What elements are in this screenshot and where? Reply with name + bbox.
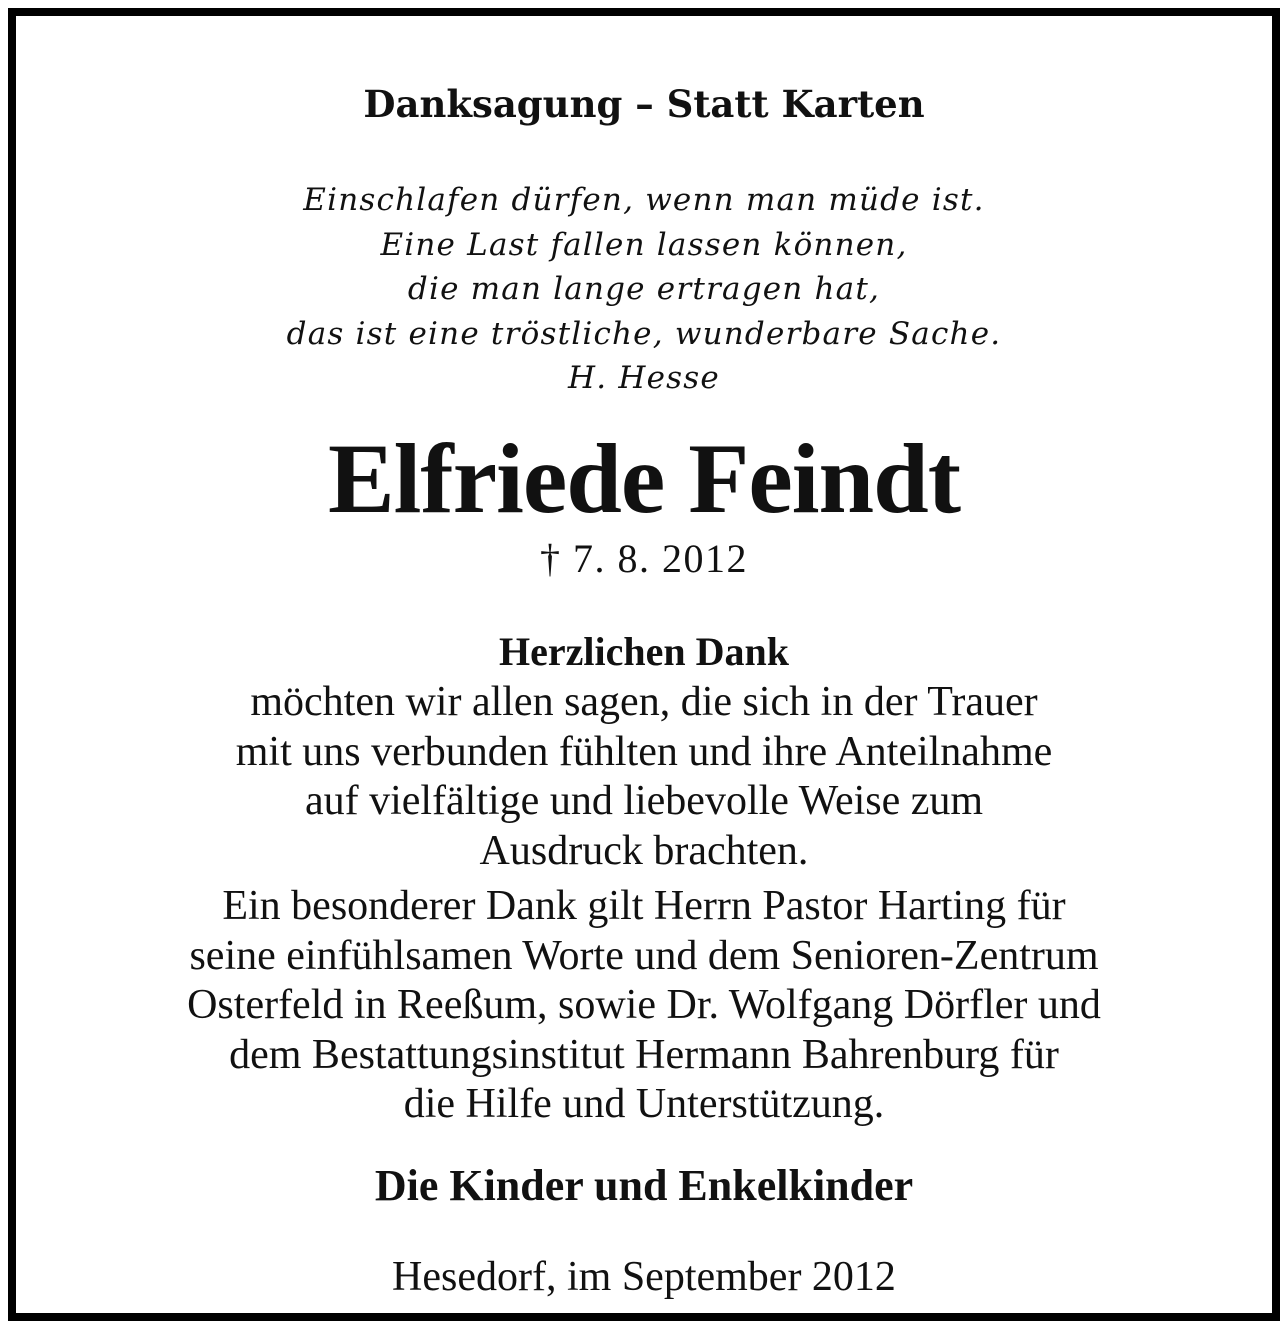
signature: Die Kinder und Enkelkinder (374, 1161, 914, 1210)
poem-line: das ist eine tröstliche, wunderbare Sache. (286, 315, 1002, 352)
notice-content (16, 16, 1272, 1313)
thanks-line: Ausdruck brachten. (479, 827, 809, 874)
poem-author: H. Hesse (568, 360, 720, 396)
notice-heading: Danksagung – Statt Karten (363, 82, 925, 126)
notice-frame (8, 8, 1280, 1321)
deceased-name: Elfriede Feindt (327, 423, 961, 534)
thanks-line: mit uns verbunden fühlten und ihre Anteilnahme (235, 728, 1053, 775)
special-thanks-line: Osterfeld in Reeßum, sowie Dr. Wolfgang Dörfler und (187, 982, 1101, 1028)
place-date: Hesedorf, im September 2012 (392, 1254, 896, 1300)
special-thanks-line: seine einfühlsamen Worte und dem Senioren-Zentrum (189, 932, 1099, 979)
poem-line: Eine Last fallen lassen können, (380, 226, 908, 263)
poem-line: Einschlafen dürfen, wenn man müde ist. (303, 182, 985, 218)
special-thanks-line: dem Bestattungsinstitut Hermann Bahrenburg für (229, 1031, 1059, 1078)
thanks-title: Herzlichen Dank (499, 629, 789, 674)
poem-line: die man lange ertragen hat, (407, 271, 881, 307)
special-thanks-paragraph (16, 882, 1272, 1130)
thanks-line: auf vielfältige und liebevolle Weise zum (304, 778, 984, 824)
poem (16, 178, 1272, 401)
special-thanks-line: Ein besonderer Dank gilt Herrn Pastor Harting für (222, 883, 1066, 929)
death-date: † 7. 8. 2012 (540, 536, 748, 581)
thanks-paragraph (16, 678, 1272, 876)
special-thanks-line: die Hilfe und Unterstützung. (403, 1081, 885, 1127)
thanks-line: möchten wir allen sagen, die sich in der Trauer (250, 679, 1038, 725)
